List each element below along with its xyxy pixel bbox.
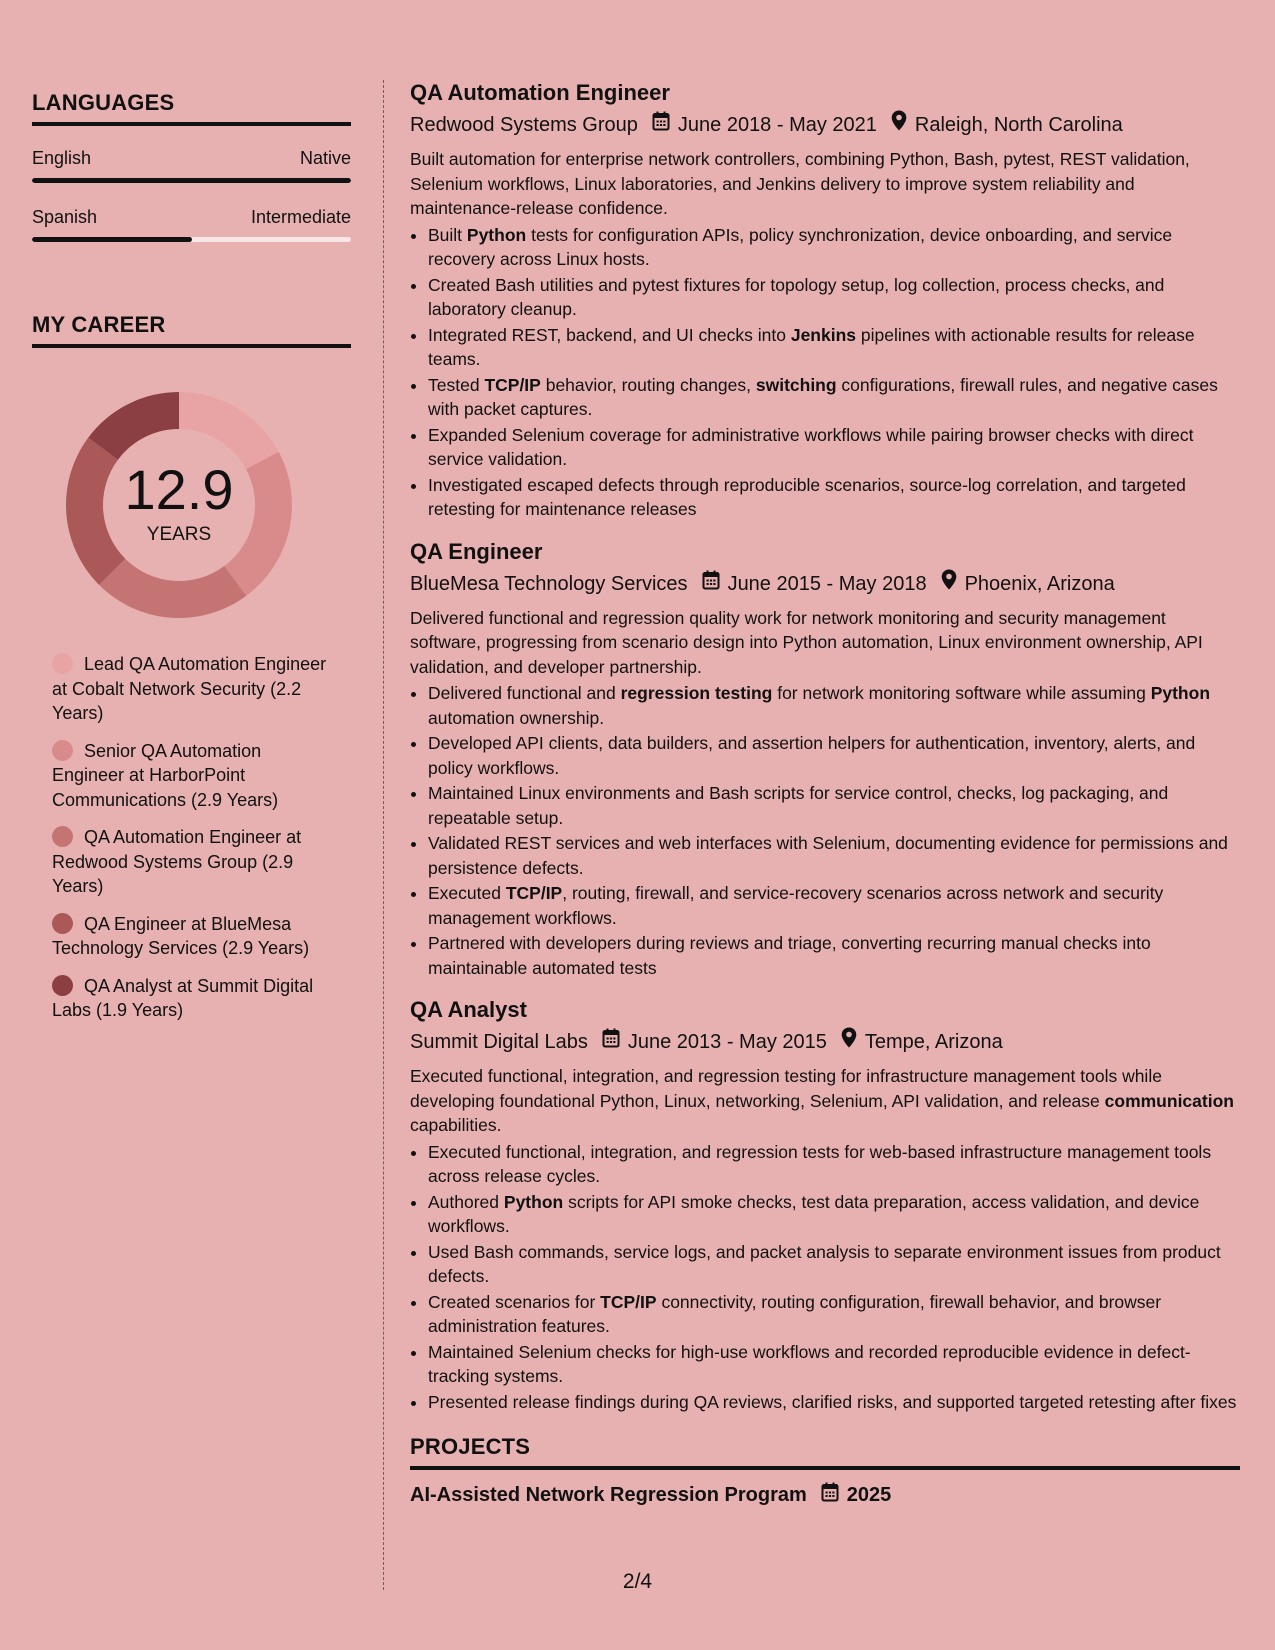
languages-list [32,148,351,242]
bold-keyword: switching [755,374,837,395]
location-pin-icon [941,569,957,599]
job-dates: June 2018 - May 2021 [677,114,877,136]
bullet-item [428,1140,1240,1189]
job-location: Raleigh, North Carolina [914,114,1123,136]
location-pin-icon [891,110,907,140]
text-run: connectivity, routing configuration, firewall behavior, and browser administration features. [428,1291,1162,1336]
legend-item [52,739,337,813]
calendar-icon [652,110,670,140]
language-row [32,207,351,228]
languages-section [32,90,351,242]
company-name: Summit Digital Labs [410,1031,588,1053]
legend-item [52,974,337,1023]
job-title: QA Engineer [410,538,543,564]
location-pin-icon [841,1027,857,1057]
job-title: QA Automation Engineer [410,80,670,105]
bold-keyword: TCP/IP [484,374,541,395]
job-summary [410,1064,1240,1138]
calendar-icon [602,1027,620,1057]
language-proficiency-bar [32,237,351,242]
left-column [32,90,351,1036]
company-name: BlueMesa Technology Services [410,572,688,595]
bold-keyword: regression testing [620,683,773,703]
text-run: configurations, firewall rules, and negative cases with packet captures. [428,374,1218,419]
job-meta [410,569,1240,599]
calendar-icon [702,569,720,599]
text-run: , routing, firewall, and service-recovery scenarios across network and security management workflows. [428,883,1164,928]
job-bullets [410,681,1240,980]
experience-list [410,78,1240,1414]
bold-keyword: Python [503,1191,564,1212]
legend-swatch [52,913,73,934]
text-run: Presented release findings during QA reviews, clarified risks, and supported targeted retesting after fixes [428,1391,1237,1412]
legend-label: QA Automation Engineer at Redwood Systems Group (2.9 Years) [52,827,302,896]
legend-item [52,825,337,899]
text-run: Maintained Linux environments and Bash scripts for service control, checks, log packaging, and repeatable setup. [428,783,1169,828]
text-run: Maintained Selenium checks for high-use workflows and recorded reproducible evidence in defect-tracking systems. [428,1341,1191,1386]
job-bullets [410,1140,1240,1415]
bullet-item [428,273,1240,322]
legend-label: Lead QA Automation Engineer at Cobalt Network Security (2.2 Years) [52,654,327,723]
job-summary: Built automation for enterprise network controllers, combining Python, Bash, pytest, REST validation, Selenium workflows, Linux laboratories, and Jenkins delivery to improve system reliability and maintenance-release confidence. [410,149,1190,218]
legend-item [52,912,337,961]
job-summary: Delivered functional and regression quality work for network monitoring and security management software, progressing from scenario design into Python automation, Linux environment ownership, API validation, and developer partnership. [410,607,1203,677]
career-total-years: 12.9 [124,458,234,521]
job-location: Tempe, Arizona [864,1031,1003,1053]
text-run: Created scenarios for [428,1291,601,1312]
text-run: Created Bash utilities and pytest fixtures for topology setup, log collection, process checks, and laboratory cleanup. [428,274,1165,319]
page-number: 2/4 [622,1570,653,1593]
job-bullets [410,223,1240,522]
text-run: Partnered with developers during reviews and triage, converting recurring manual checks into maintainable automated tests [428,933,1151,978]
text-run: behavior, routing changes, [540,374,756,395]
legend-swatch [52,740,73,761]
language-level: Native [299,148,351,168]
job-location: Phoenix, Arizona [964,572,1115,595]
language-name: Spanish [32,207,98,227]
legend-label: QA Analyst at Summit Digital Labs (1.9 Years) [52,975,314,1020]
text-run: automation ownership. [428,707,605,728]
bullet-item [428,681,1240,730]
language-name: English [32,148,92,168]
language-proficiency-bar [32,178,351,183]
languages-heading: LANGUAGES [32,90,351,126]
text-run: capabilities. [410,1115,502,1135]
text-run: Delivered functional and [428,683,621,703]
career-donut-chart [64,390,294,620]
text-run: scripts for API smoke checks, test data preparation, access validation, and device workflows. [428,1191,1200,1236]
text-run: Built [428,224,467,245]
bullet-item [428,881,1240,930]
text-run: Executed [428,883,506,903]
job-dates: June 2013 - May 2015 [627,1031,827,1053]
text-run: for network monitoring software while assuming [772,683,1151,703]
text-run: Executed functional, integration, and regression tests for web-based infrastructure management tools across release cycles. [428,1141,1212,1186]
text-run: Investigated escaped defects through reproducible scenarios, source-log correlation, and targeted retesting for maintenance releases [428,474,1186,519]
bold-keyword: Python [1150,683,1211,703]
legend-swatch [52,975,73,996]
bold-keyword: TCP/IP [505,883,563,903]
career-legend [52,652,337,1023]
bold-keyword: communication [1104,1090,1234,1111]
project-year: 2025 [846,1483,892,1506]
project-name: AI-Assisted Network Regression Program [410,1483,807,1506]
text-run: Used Bash commands, service logs, and packet analysis to separate environment issues from product defects. [428,1241,1221,1286]
bullet-item [428,931,1240,980]
language-row [32,148,351,169]
bullet-item [428,1240,1240,1289]
text-run: tests for configuration APIs, policy synchronization, device onboarding, and service recovery across Linux hosts. [428,224,1173,269]
project-item [410,1482,1240,1508]
language-item [32,207,351,242]
text-run: Tested [428,374,485,395]
bullet-item [428,781,1240,830]
right-column [410,78,1240,1508]
donut-center [64,458,294,546]
bullet-item [428,223,1240,272]
language-level: Intermediate [250,207,351,227]
career-heading: MY CAREER [32,312,351,348]
career-total-unit: YEARS [146,524,212,545]
language-proficiency-fill [32,237,192,242]
projects-heading: PROJECTS [410,1434,1240,1470]
language-item [32,148,351,183]
job-dates: June 2015 - May 2018 [727,572,927,595]
text-run: pipelines with actionable results for release teams. [428,324,1195,369]
job-meta [410,1027,1240,1057]
bullet-item [428,473,1240,522]
donut-slice [99,559,246,618]
bold-keyword: Jenkins [790,324,857,345]
text-run: Expanded Selenium coverage for administrative workflows while pairing browser checks with direct service validation. [428,424,1194,469]
text-run: Integrated REST, backend, and UI checks into [428,324,791,345]
job-meta [410,110,1240,140]
legend-label: QA Engineer at BlueMesa Technology Services (2.9 Years) [52,913,310,958]
company-name: Redwood Systems Group [410,114,638,136]
text-run: Authored [428,1191,504,1212]
language-proficiency-fill [32,178,351,183]
projects-section [410,1434,1240,1508]
bold-keyword: Python [466,224,527,245]
legend-swatch [52,653,73,674]
projects-list [410,1482,1240,1508]
career-section [32,312,351,1023]
bullet-item [428,1190,1240,1239]
column-divider [383,80,384,1590]
bold-keyword: TCP/IP [600,1291,657,1312]
text-run: Executed functional, integration, and regression testing for infrastructure management tools while developing foundational Python, Linux, networking, Selenium, API validation, and release [410,1066,1162,1111]
legend-swatch [52,826,73,847]
legend-label: Senior QA Automation Engineer at HarborPoint Communications (2.9 Years) [52,740,279,810]
bullet-item [428,1340,1240,1389]
experience-entry [410,78,1240,522]
text-run: Developed API clients, data builders, and assertion helpers for authentication, inventory, alerts, and policy workflows. [428,733,1196,778]
experience-entry [410,995,1240,1414]
bullet-item [428,831,1240,880]
legend-item [52,652,337,726]
bullet-item [428,1390,1240,1415]
calendar-icon [821,1482,839,1508]
bullet-item [428,1290,1240,1339]
experience-entry [410,537,1240,981]
bullet-item [428,423,1240,472]
text-run: Validated REST services and web interfaces with Selenium, documenting evidence for permissions and persistence defects. [428,833,1228,878]
bullet-item [428,373,1240,422]
bullet-item [428,323,1240,372]
job-title: QA Analyst [410,997,527,1022]
bullet-item [428,731,1240,780]
